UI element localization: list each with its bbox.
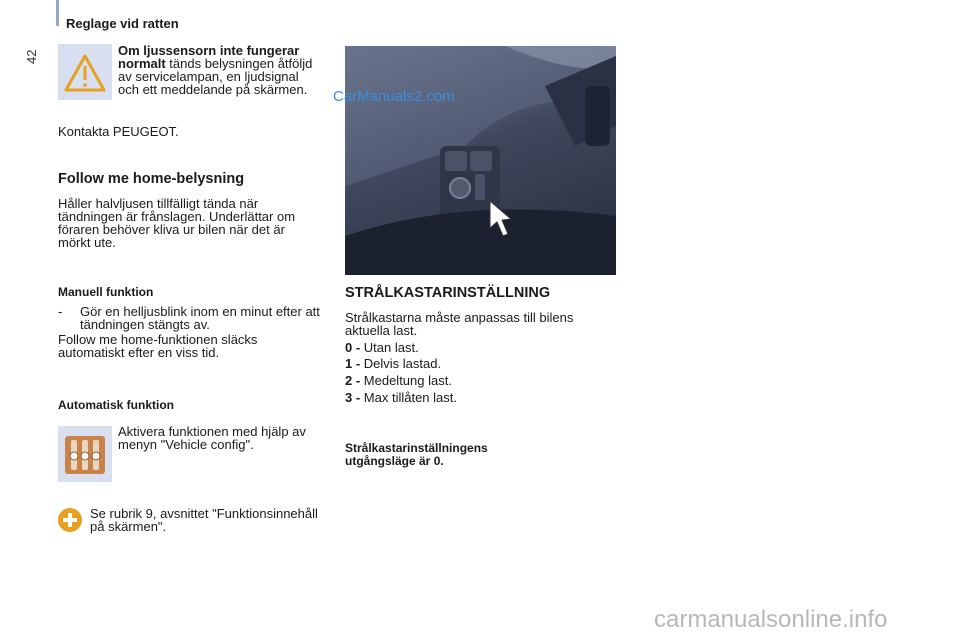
dashboard-photo <box>345 46 616 275</box>
automatic-title: Automatisk funktion <box>58 398 174 412</box>
warning-icon <box>58 44 112 100</box>
beam-intro: Strålkastarna måste anpassas till bilens aktuella last. <box>345 310 574 338</box>
watermark-top: CarManuals2.com <box>333 88 455 105</box>
manual-bullet-dash: - <box>58 304 63 319</box>
page-number: 42 <box>24 49 39 64</box>
manual-title: Manuell funktion <box>58 285 154 299</box>
warning-bold: Om ljussensorn inte fungerar normalt <box>118 43 300 71</box>
beam-item-2-num: 2 - <box>345 373 361 388</box>
beam-note: Strålkastarinställningens utgångsläge är 0. <box>345 441 488 468</box>
beam-item-3 <box>345 391 457 404</box>
manual-note: Follow me home-funktionen släcks automatiskt efter en viss tid. <box>58 332 258 360</box>
beam-item-1-num: 1 - <box>345 356 361 371</box>
beam-item-2 <box>345 374 452 387</box>
header-accent-bar <box>56 0 59 26</box>
beam-item-0-text: Utan last. <box>360 340 419 355</box>
beam-item-0 <box>345 341 419 354</box>
beam-item-3-num: 3 - <box>345 390 361 405</box>
watermark-footer: carmanualsonline.info <box>654 606 888 633</box>
follow-me-title: Follow me home-belysning <box>58 171 245 187</box>
beam-item-0-num: 0 - <box>345 340 361 355</box>
beam-item-2-text: Medeltung last. <box>360 373 452 388</box>
beam-title: STRÅLKASTARINSTÄLLNING <box>345 285 551 301</box>
follow-me-description: Håller halvljusen tillfälligt tända när tändningen är frånslagen. Underlättar om föraren behöver kliva ur bilen när det är mörkt ute. <box>58 196 296 250</box>
vehicle-config-icon <box>58 426 112 482</box>
section-header: Reglage vid ratten <box>66 16 179 31</box>
automatic-text: Aktivera funktionen med hjälp av menyn "Vehicle config". <box>118 424 306 452</box>
contact-text: Kontakta PEUGEOT. <box>58 124 179 139</box>
warning-text <box>118 44 318 96</box>
beam-item-1-text: Delvis lastad. <box>360 356 442 371</box>
beam-item-1 <box>345 357 441 370</box>
manual-bullet: Gör en helljusblink inom en minut efter att tändningen stängts av. <box>80 304 320 332</box>
warning-rest: tänds belysningen åtföljd av servicelampan, en ljudsignal och ett meddelande på skärmen. <box>118 56 313 97</box>
beam-item-3-text: Max tillåten last. <box>360 390 457 405</box>
see-also-text: Se rubrik 9, avsnittet "Funktionsinnehåll på skärmen". <box>90 506 318 534</box>
plus-icon <box>58 508 82 532</box>
